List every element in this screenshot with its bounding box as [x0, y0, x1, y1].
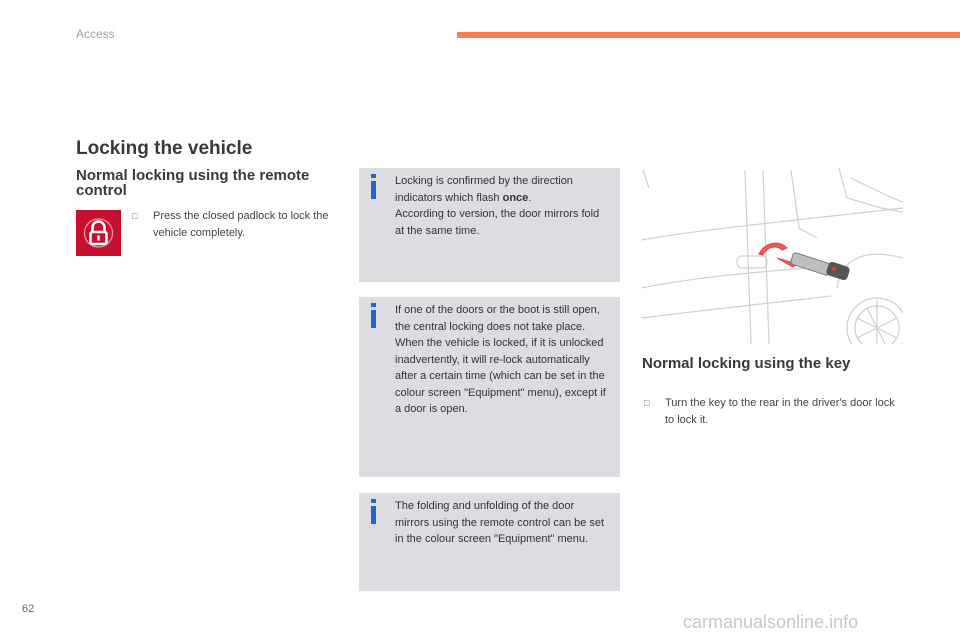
- note1-bold: once: [502, 191, 529, 204]
- bullet-box-icon: □: [644, 398, 650, 408]
- info-icon-dot: [371, 499, 376, 503]
- key-locking-heading: Normal locking using the key: [642, 355, 851, 372]
- remote-bullet: [132, 208, 337, 242]
- note2-para1: If one of the doors or the boot is still open, the central locking does not take place.: [395, 304, 600, 333]
- info-text-doors-open: [395, 302, 610, 418]
- key-bullet-text: Turn the key to the rear in the driver's door lock to lock it.: [665, 397, 895, 426]
- car-door-key-illustration: [641, 168, 903, 344]
- info-box-mirrors: [359, 493, 620, 591]
- remote-locking-heading: Normal locking using the remote control: [76, 167, 310, 199]
- watermark: carmanualsonline.info: [683, 612, 859, 632]
- info-icon: [371, 181, 376, 199]
- car-door-drawing: [641, 168, 903, 344]
- padlock-button-icon: [76, 210, 121, 256]
- page-title: Locking the vehicle: [76, 138, 253, 159]
- info-icon: [371, 310, 376, 328]
- note2-para2: When the vehicle is locked, if it is unlocked inadvertently, it will re-lock automatically after a certain time (which can be set in the colour screen "Equipment" menu), except if a door is open.: [395, 337, 606, 415]
- page-number: 62: [22, 603, 35, 615]
- remote-bullet-text: Press the closed padlock to lock the vehicle completely.: [153, 210, 329, 239]
- note1-text-c: According to version, the door mirrors fold at the same time.: [395, 208, 600, 237]
- key-icon: [790, 252, 851, 281]
- note1-text-b: .: [528, 191, 532, 204]
- header-accent-bar: [457, 32, 960, 38]
- info-box-doors-open: [359, 297, 620, 477]
- info-icon-dot: [371, 303, 376, 307]
- section-header: Access: [76, 27, 115, 41]
- bullet-box-icon: □: [132, 211, 138, 221]
- key-bullet: [644, 395, 904, 429]
- padlock-icon: [76, 210, 121, 256]
- note1-text-a: Locking is confirmed by the direction indicators which flash: [395, 175, 573, 204]
- info-text-confirmation: [395, 173, 610, 239]
- info-box-confirmation: [359, 168, 620, 282]
- info-icon: [371, 506, 376, 524]
- info-icon-dot: [371, 174, 376, 178]
- info-text-mirrors: The folding and unfolding of the door mirrors using the remote control can be set in the colour screen "Equipment" menu.: [395, 500, 605, 545]
